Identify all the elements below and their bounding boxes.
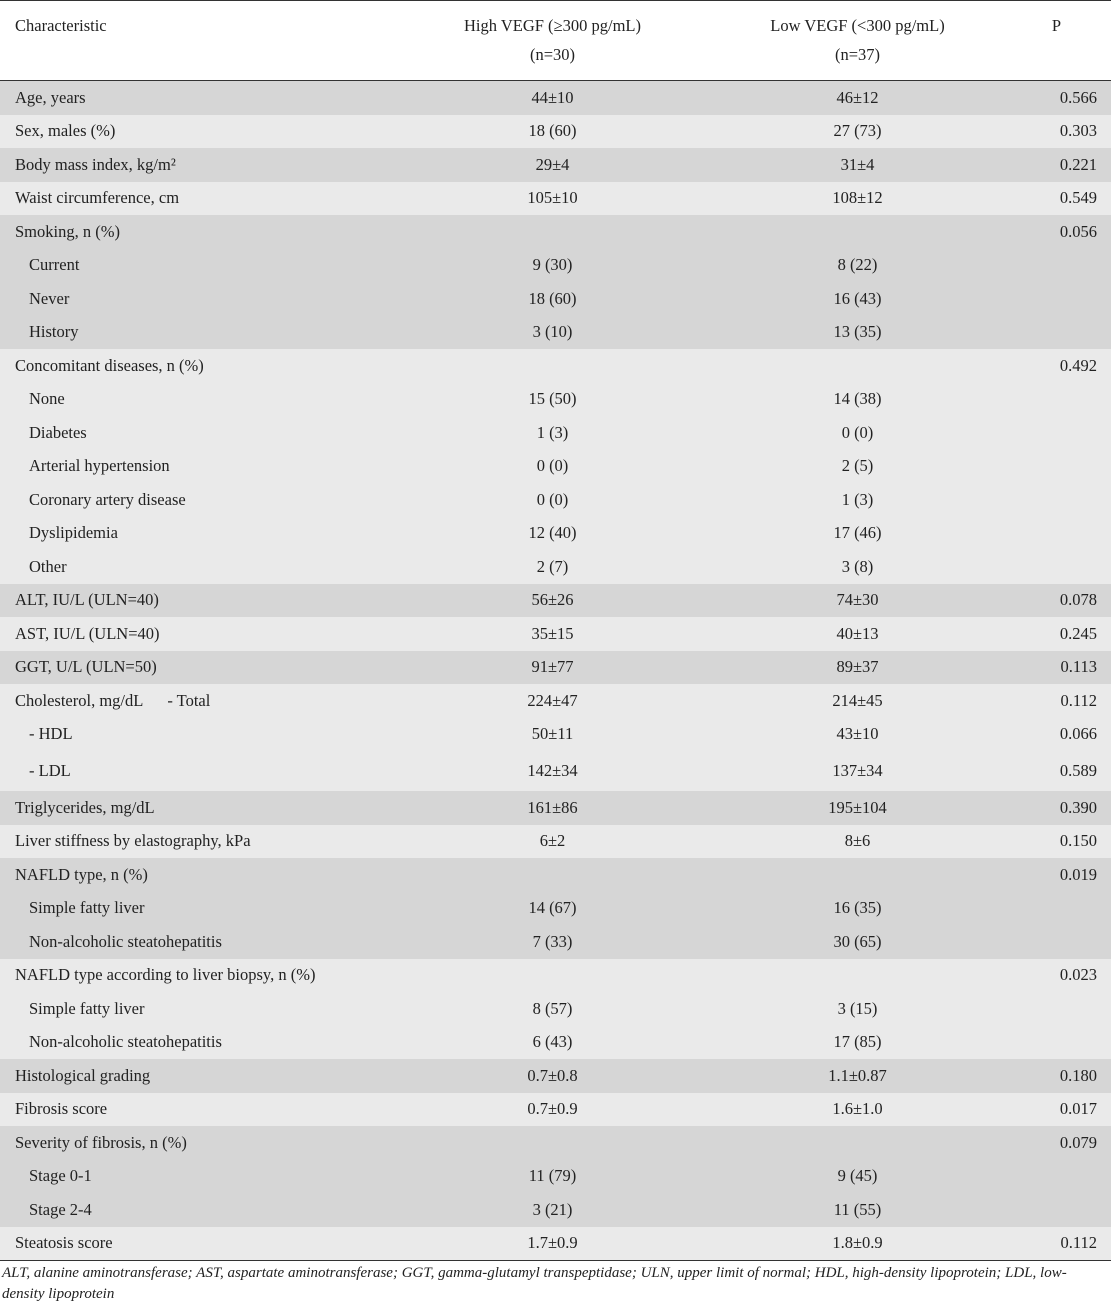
- table-row: [0, 316, 1111, 350]
- p-value: [1010, 925, 1111, 959]
- table-row: [0, 925, 1111, 959]
- p-value: [1010, 483, 1111, 517]
- low-value: 108±12: [705, 182, 1010, 216]
- row-label: Smoking, n (%): [0, 215, 400, 249]
- low-value: 8 (22): [705, 249, 1010, 283]
- row-label: None: [0, 383, 400, 417]
- low-value: 74±30: [705, 584, 1010, 618]
- high-value: 0 (0): [400, 483, 705, 517]
- p-value: [1010, 282, 1111, 316]
- low-value: 27 (73): [705, 115, 1010, 149]
- p-value: 0.390: [1010, 791, 1111, 825]
- header-high-vegf-n: (n=30): [529, 45, 576, 64]
- high-value: 1.7±0.9: [400, 1227, 705, 1261]
- low-value: 14 (38): [705, 383, 1010, 417]
- p-value: 0.066: [1010, 718, 1111, 752]
- row-label: Never: [0, 282, 400, 316]
- high-value: 14 (67): [400, 892, 705, 926]
- row-label: NAFLD type according to liver biopsy, n (%): [0, 959, 400, 993]
- header-row: [0, 1, 1111, 81]
- high-value: [400, 959, 705, 993]
- row-label: - LDL: [0, 751, 400, 791]
- high-value: 224±47: [400, 684, 705, 718]
- table-row: [0, 383, 1111, 417]
- high-value: 142±34: [400, 751, 705, 791]
- high-value: [400, 858, 705, 892]
- high-value: 50±11: [400, 718, 705, 752]
- high-value: [400, 215, 705, 249]
- high-value: 35±15: [400, 617, 705, 651]
- high-value: [400, 349, 705, 383]
- high-value: 0.7±0.9: [400, 1093, 705, 1127]
- low-value: 1.6±1.0: [705, 1093, 1010, 1127]
- table-row: [0, 282, 1111, 316]
- high-value: 105±10: [400, 182, 705, 216]
- p-value: 0.303: [1010, 115, 1111, 149]
- p-value: [1010, 517, 1111, 551]
- header-low-vegf: [705, 1, 1010, 81]
- table-row: [0, 115, 1111, 149]
- p-value: 0.180: [1010, 1059, 1111, 1093]
- low-value: [705, 215, 1010, 249]
- row-label-text: Cholesterol, mg/dL: [15, 690, 144, 710]
- row-label: Coronary artery disease: [0, 483, 400, 517]
- p-value: 0.023: [1010, 959, 1111, 993]
- table-footnote: ALT, alanine aminotransferase; AST, aspartate aminotransferase; GGT, gamma-glutamyl transpeptidase; ULN, upper limit of normal; HDL, high-density lipoprotein; LDL, low-density lipoprotein: [2, 1265, 1067, 1302]
- header-characteristic: Characteristic: [0, 1, 400, 81]
- table-row: [0, 751, 1111, 791]
- low-value: 3 (15): [705, 992, 1010, 1026]
- table-row: [0, 791, 1111, 825]
- row-label: Non-alcoholic steatohepatitis: [0, 925, 400, 959]
- table-row: [0, 81, 1111, 115]
- p-value: [1010, 249, 1111, 283]
- p-value: [1010, 1160, 1111, 1194]
- high-value: 6 (43): [400, 1026, 705, 1060]
- table-row: [0, 992, 1111, 1026]
- low-value: 17 (85): [705, 1026, 1010, 1060]
- high-value: 9 (30): [400, 249, 705, 283]
- row-label: AST, IU/L (ULN=40): [0, 617, 400, 651]
- row-label: Steatosis score: [0, 1227, 400, 1261]
- table-row: [0, 148, 1111, 182]
- table-header: [0, 1, 1111, 81]
- low-value: 8±6: [705, 825, 1010, 859]
- header-p-value: P: [1010, 1, 1111, 81]
- low-value: 43±10: [705, 718, 1010, 752]
- row-label: GGT, U/L (ULN=50): [0, 651, 400, 685]
- high-value: 12 (40): [400, 517, 705, 551]
- table-row: [0, 1193, 1111, 1227]
- high-value: 44±10: [400, 81, 705, 115]
- p-value: 0.112: [1010, 1227, 1111, 1261]
- row-label: Current: [0, 249, 400, 283]
- row-label: Arterial hypertension: [0, 450, 400, 484]
- row-label: - HDL: [0, 718, 400, 752]
- table-row: [0, 349, 1111, 383]
- p-value: 0.589: [1010, 751, 1111, 791]
- table-row: [0, 684, 1111, 718]
- high-value: 56±26: [400, 584, 705, 618]
- p-value: 0.245: [1010, 617, 1111, 651]
- header-low-vegf-title: Low VEGF (<300 pg/mL): [770, 16, 945, 35]
- low-value: 214±45: [705, 684, 1010, 718]
- low-value: 0 (0): [705, 416, 1010, 450]
- table-row: [0, 858, 1111, 892]
- low-value: 40±13: [705, 617, 1010, 651]
- header-low-vegf-n: (n=37): [834, 45, 881, 64]
- p-value: 0.056: [1010, 215, 1111, 249]
- row-label: Stage 2-4: [0, 1193, 400, 1227]
- low-value: 137±34: [705, 751, 1010, 791]
- p-value: 0.549: [1010, 182, 1111, 216]
- low-value: [705, 959, 1010, 993]
- p-value: [1010, 316, 1111, 350]
- row-label: Histological grading: [0, 1059, 400, 1093]
- low-value: 195±104: [705, 791, 1010, 825]
- p-value: 0.078: [1010, 584, 1111, 618]
- low-value: 30 (65): [705, 925, 1010, 959]
- low-value: 1 (3): [705, 483, 1010, 517]
- low-value: 13 (35): [705, 316, 1010, 350]
- header-high-vegf-title: High VEGF (≥300 pg/mL): [464, 16, 641, 35]
- high-value: [400, 1126, 705, 1160]
- low-value: 11 (55): [705, 1193, 1010, 1227]
- table-row: [0, 959, 1111, 993]
- low-value: 1.1±0.87: [705, 1059, 1010, 1093]
- low-value: 1.8±0.9: [705, 1227, 1010, 1261]
- table-row: [0, 550, 1111, 584]
- p-value: [1010, 1193, 1111, 1227]
- row-label: Sex, males (%): [0, 115, 400, 149]
- table-row: [0, 249, 1111, 283]
- table-row: [0, 1059, 1111, 1093]
- row-label: Fibrosis score: [0, 1093, 400, 1127]
- low-value: 31±4: [705, 148, 1010, 182]
- p-value: 0.019: [1010, 858, 1111, 892]
- row-label: Non-alcoholic steatohepatitis: [0, 1026, 400, 1060]
- high-value: 7 (33): [400, 925, 705, 959]
- low-value: [705, 349, 1010, 383]
- high-value: 8 (57): [400, 992, 705, 1026]
- row-label: History: [0, 316, 400, 350]
- p-value: [1010, 550, 1111, 584]
- table-row: [0, 1093, 1111, 1127]
- p-value: [1010, 416, 1111, 450]
- p-value: 0.079: [1010, 1126, 1111, 1160]
- table-row: [0, 483, 1111, 517]
- table-row: [0, 584, 1111, 618]
- row-label: Age, years: [0, 81, 400, 115]
- table-row: [0, 450, 1111, 484]
- p-value: 0.492: [1010, 349, 1111, 383]
- row-label: Triglycerides, mg/dL: [0, 791, 400, 825]
- high-value: 6±2: [400, 825, 705, 859]
- table-row: [0, 215, 1111, 249]
- row-label: ALT, IU/L (ULN=40): [0, 584, 400, 618]
- high-value: 3 (21): [400, 1193, 705, 1227]
- high-value: 161±86: [400, 791, 705, 825]
- table-row: [0, 651, 1111, 685]
- p-value: 0.150: [1010, 825, 1111, 859]
- high-value: 18 (60): [400, 115, 705, 149]
- high-value: 0 (0): [400, 450, 705, 484]
- table-row: [0, 517, 1111, 551]
- high-value: 29±4: [400, 148, 705, 182]
- p-value: [1010, 1026, 1111, 1060]
- low-value: 46±12: [705, 81, 1010, 115]
- table-row: [0, 617, 1111, 651]
- row-label: Concomitant diseases, n (%): [0, 349, 400, 383]
- row-label: Stage 0-1: [0, 1160, 400, 1194]
- high-value: 1 (3): [400, 416, 705, 450]
- high-value: 3 (10): [400, 316, 705, 350]
- low-value: [705, 1126, 1010, 1160]
- row-label: Other: [0, 550, 400, 584]
- low-value: 16 (35): [705, 892, 1010, 926]
- p-value: 0.113: [1010, 651, 1111, 685]
- table-row: [0, 825, 1111, 859]
- row-label: Simple fatty liver: [0, 892, 400, 926]
- row-label: Simple fatty liver: [0, 992, 400, 1026]
- high-value: 0.7±0.8: [400, 1059, 705, 1093]
- table-row: [0, 1227, 1111, 1261]
- low-value: 9 (45): [705, 1160, 1010, 1194]
- row-label: NAFLD type, n (%): [0, 858, 400, 892]
- table-row: [0, 718, 1111, 752]
- high-value: 2 (7): [400, 550, 705, 584]
- low-value: 89±37: [705, 651, 1010, 685]
- p-value: 0.017: [1010, 1093, 1111, 1127]
- p-value: [1010, 892, 1111, 926]
- header-high-vegf: [400, 1, 705, 81]
- high-value: 11 (79): [400, 1160, 705, 1194]
- p-value: 0.566: [1010, 81, 1111, 115]
- high-value: 91±77: [400, 651, 705, 685]
- low-value: 3 (8): [705, 550, 1010, 584]
- p-value: 0.221: [1010, 148, 1111, 182]
- p-value: [1010, 992, 1111, 1026]
- row-label: [0, 684, 400, 718]
- p-value: [1010, 383, 1111, 417]
- row-label: Waist circumference, cm: [0, 182, 400, 216]
- p-value: 0.112: [1010, 684, 1111, 718]
- low-value: 16 (43): [705, 282, 1010, 316]
- table-row: [0, 1160, 1111, 1194]
- row-label: Body mass index, kg/m²: [0, 148, 400, 182]
- high-value: 15 (50): [400, 383, 705, 417]
- p-value: [1010, 450, 1111, 484]
- high-value: 18 (60): [400, 282, 705, 316]
- row-label: Dyslipidemia: [0, 517, 400, 551]
- low-value: 2 (5): [705, 450, 1010, 484]
- row-label-suffix: - Total: [167, 690, 211, 710]
- low-value: [705, 858, 1010, 892]
- row-label: Liver stiffness by elastography, kPa: [0, 825, 400, 859]
- table-body: [0, 81, 1111, 1261]
- row-label: Diabetes: [0, 416, 400, 450]
- low-value: 17 (46): [705, 517, 1010, 551]
- table-row: [0, 1126, 1111, 1160]
- table-row: [0, 416, 1111, 450]
- row-label: Severity of fibrosis, n (%): [0, 1126, 400, 1160]
- table-row: [0, 1026, 1111, 1060]
- table-row: [0, 182, 1111, 216]
- table-row: [0, 892, 1111, 926]
